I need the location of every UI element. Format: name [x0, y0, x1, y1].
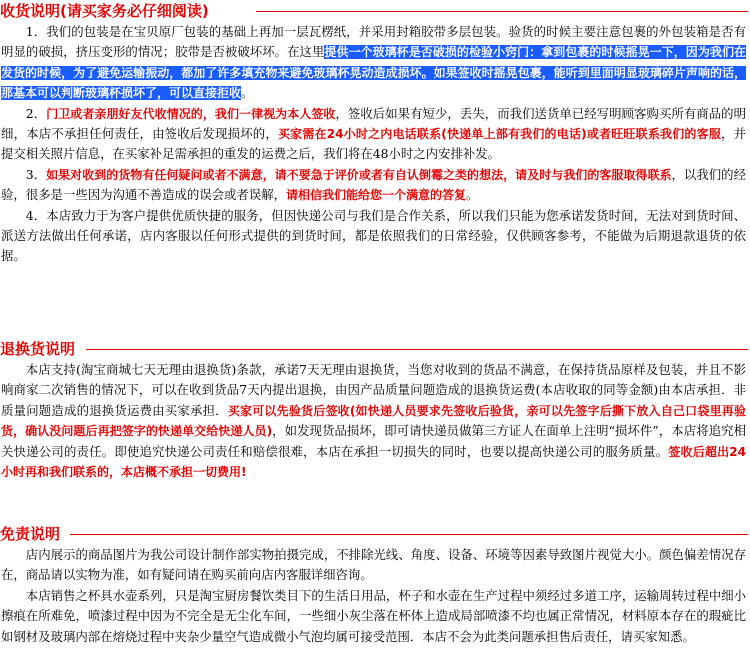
receipt-p3-request: 如果对收到的货物有任何疑问或者不满意，请不要急于评价或者有自认倒霉之类的想法，请及时与我们的客服取得联系: [46, 167, 672, 182]
receipt-p2-text: ，签收后如果有短少，丢失，而我们送货单已经写明顾客购买所有商品的明细，本店不承担任何责任，由签收后发现损坏的，: [1, 105, 746, 142]
receipt-section: [0, 0, 750, 267]
disclaimer-title: 免责说明: [0, 525, 61, 543]
receipt-p3-end: 。: [466, 187, 479, 203]
receipt-p1-tip: 提供一个玻璃杯是否破损的检验小窍门：拿到包裹的时候摇晃一下，因为我们在发货的时候，为了避免运输振动，都加了许多填充物来避免玻璃杯晃动造成损坏。如果签收时摇晃包裹，能听到里面明显玻璃碎片声响的话，那基本可以判断玻璃杯损坏了，可以直接拒收: [1, 45, 746, 101]
disclaimer-section: [0, 523, 750, 647]
returns-section: [0, 338, 750, 482]
disclaimer-heading: [0, 523, 750, 545]
disclaimer-heading-rule: [70, 534, 748, 535]
receipt-p1-text: 1．我们的包装是在宝贝原厂包装的基础上再加一层瓦楞纸，并采用封箱胶带多层包装。验货的时候主要注意包裹的外包装箱是否有明显的破损，挤压变形的情况；胶带是否被破坏坏。在这里: [1, 24, 746, 60]
receipt-p2-end: ，并提交相关照片信息，在买家补足需承担的重发的运费之后，我们将在48小时之内安排补发。: [1, 126, 747, 162]
receipt-p3-num: 3．: [25, 166, 47, 182]
returns-heading: [0, 338, 750, 360]
receipt-p2-contact: 买家需在24小时之内电话联系(快递单上部有我们的电话)或者旺旺联系我们的客服: [277, 127, 722, 142]
receipt-p1-end: 。: [241, 85, 254, 101]
receipt-paragraph-3: [0, 165, 750, 206]
receipt-paragraph-4: 4．本店致力于为客户提供优质快捷的服务，但因快递公司与我们是合作关系，所以我们只能为您承诺发货时间，无法对到货时间、派送方法做出任何承诺，店内客服以任何形式提供的到货时间，都是依照我们的日常经验，仅供顾客参考，不能做为后期退款退货的依据。: [1, 207, 746, 264]
receipt-p2-rule: 门卫或者亲朋好友代收情况的，我们一律视为本人签收: [46, 106, 336, 121]
returns-inspect-first: 买家可以先验货后签收(如快递人员要求先签收后验货，亲可以先签字后撕下放入自己口袋里再验货，确认没问题后再把签字的快递单交给快递人员): [1, 403, 746, 439]
returns-heading-rule: [86, 349, 748, 350]
receipt-p2-num: 2．: [25, 105, 47, 121]
returns-damage: ，如发现货品损坏，即可请快递员做第三方证人在面单上注明“损坏件”，本店将追究相关快递公司的责任。即使追究快递公司责任和赔偿很难，本店在承担一切损失的同时，也要以提高快递公司的服务质量。: [1, 423, 746, 459]
disclaimer-paragraph-1: 店内展示的商品图片为我公司设计制作部实物拍摄完成，不排除光线、角度、设备、环境等因素导致图片视觉大小。颜色偏差情况存在，商品请以实物为准，如有疑问请在购买前向店内客服详细咨询。: [1, 547, 746, 583]
receipt-p3-text: ，以我们的经验，很多是一些因为沟通不善造成的误会或者误解，: [1, 166, 746, 203]
receipt-heading: [0, 0, 750, 22]
receipt-title: 收货说明: [0, 2, 61, 20]
returns-deadline: 签收后超出24小时再和我们联系的，本店概不承担一切费用!: [1, 444, 746, 480]
returns-text: 本店支持(淘宝商城七天无理由退换货)条款，承诺7天无理由退换货，当您对收到的货品不满意，在保持货品原样及包装，并且不影响商家二次销售的情况下，可以在收到货品7天内提出退换，由因产品质量问题造成的退换货运费(本店收取的同等金额)由本店承担．非质量问题造成的退换货运费由买家承担．: [1, 362, 746, 418]
returns-paragraph: [0, 360, 750, 482]
receipt-heading-rule: [256, 11, 748, 12]
receipt-paragraph-2: [0, 104, 750, 165]
receipt-paragraph-1: [0, 22, 750, 104]
receipt-subtitle: (请买家务必仔细阅读): [60, 2, 209, 20]
receipt-p3-promise: 请相信我们能给您一个满意的答复: [285, 188, 466, 203]
disclaimer-paragraph-2: 本店销售之杯具水壶系列，只是淘宝厨房餐饮类目下的生活日用品，杯子和水壶在生产过程中须经过多道工序，运输周转过程中细小擦痕在所难免，喷漆过程中因为不完全是无尘化车间，一些细小灰尘落在杯体上造成局部喷漆不均也属正常情况，材料原本存在的瑕疵比如钢材及玻璃内部在熔烧过程中夹杂少量空气造成微小气泡均属可接受范围．本店不会为此类问题承担售后责任，请买家知悉。: [1, 587, 746, 644]
returns-title: 退换货说明: [0, 340, 76, 358]
